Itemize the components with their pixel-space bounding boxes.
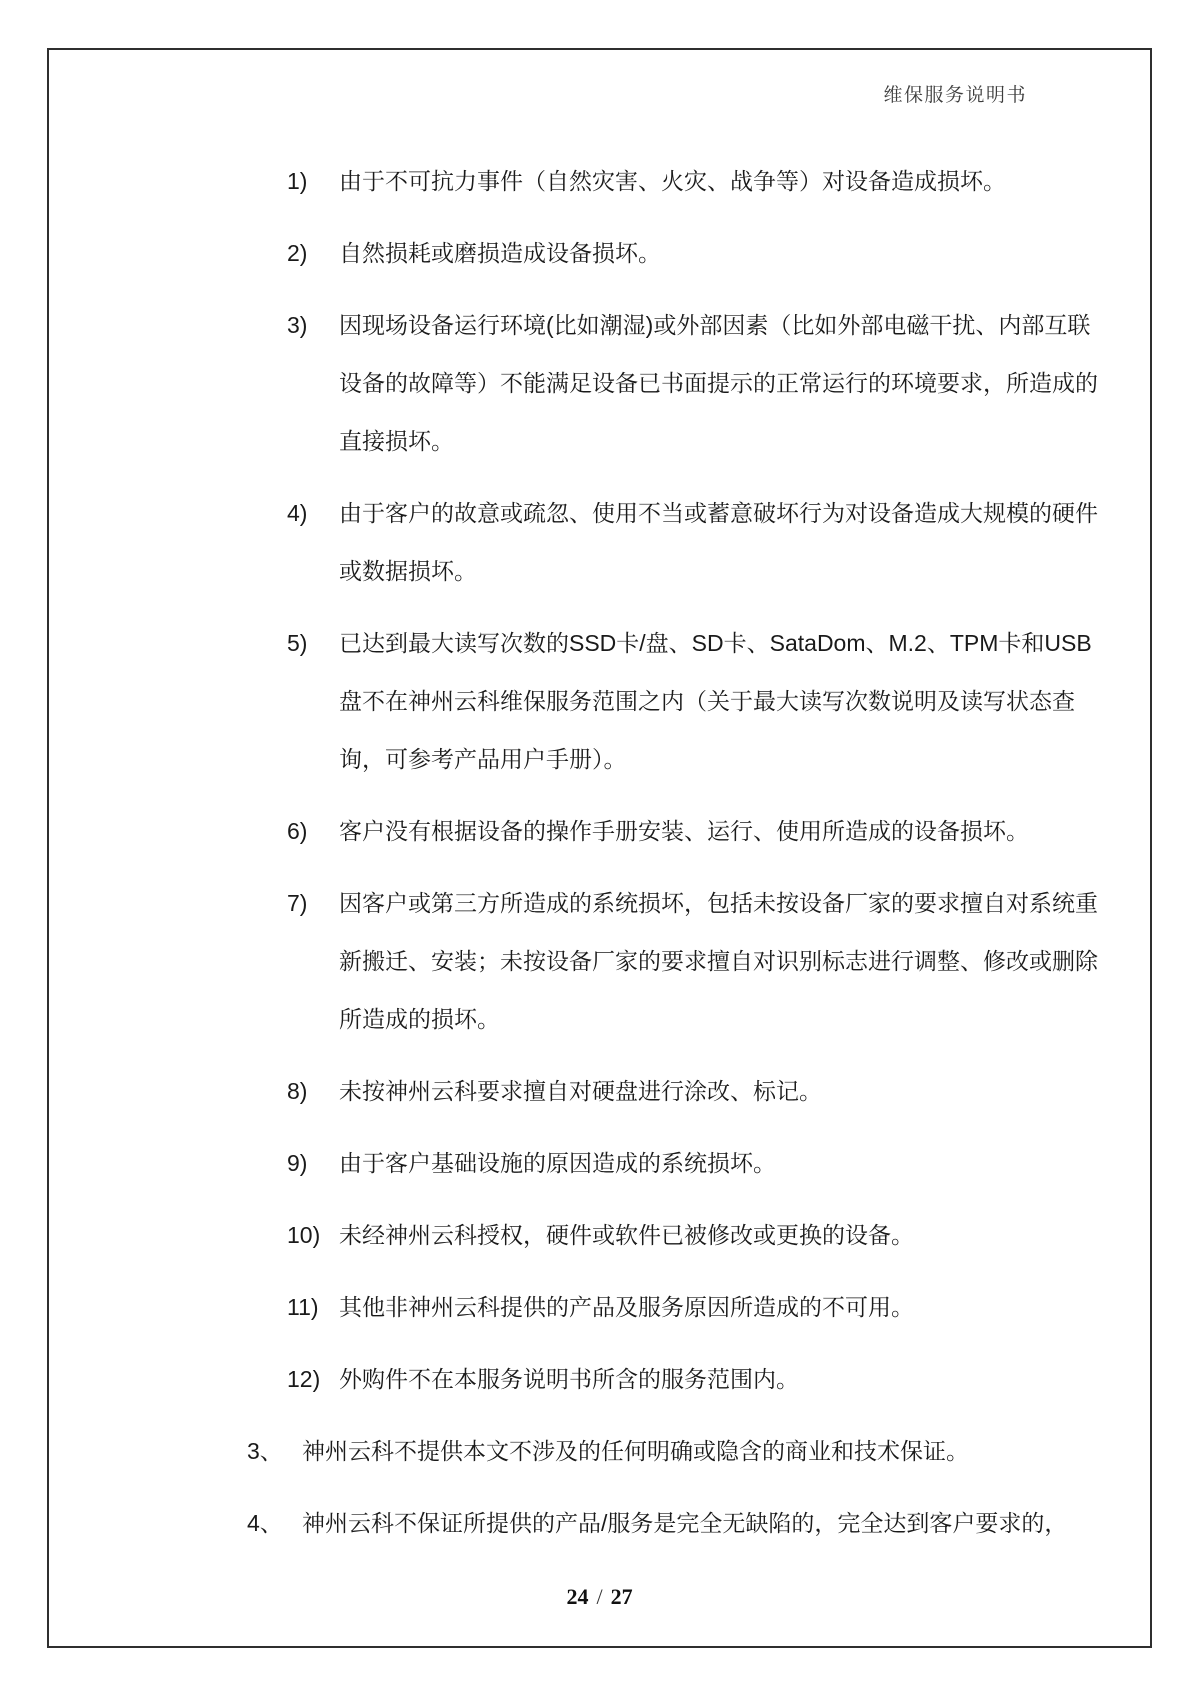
list-item-text: 由于不可抗力事件（自然灾害、火灾、战争等）对设备造成损坏。 — [339, 168, 1006, 194]
list-item — [287, 224, 1102, 282]
list-item — [287, 614, 1102, 788]
list-item-number: 5) — [287, 630, 308, 656]
page-number-separator: / — [596, 1584, 603, 1609]
list-item-number: 9) — [287, 1150, 308, 1176]
list-item-number: 10) — [287, 1222, 321, 1248]
list-item-number: 4) — [287, 500, 308, 526]
list-item-text: 未经神州云科授权，硬件或软件已被修改或更换的设备。 — [339, 1222, 914, 1248]
page-border-frame — [47, 48, 1152, 1648]
list-item — [287, 484, 1102, 600]
list-item — [287, 1350, 1102, 1408]
list-item — [287, 1062, 1102, 1120]
list-item-number: 8) — [287, 1078, 308, 1104]
list-item — [287, 874, 1102, 1048]
list-item — [287, 152, 1102, 210]
list-item-number: 6) — [287, 818, 308, 844]
page-number-total: 27 — [610, 1584, 633, 1609]
list-item-number: 4、 — [247, 1510, 283, 1536]
page-number-current: 24 — [566, 1584, 589, 1609]
list-item-number: 2) — [287, 240, 308, 266]
list-item-number: 12) — [287, 1366, 321, 1392]
list-item-text: 神州云科不保证所提供的产品/服务是完全无缺陷的，完全达到客户要求的， — [302, 1510, 1068, 1536]
list-item — [247, 1422, 1104, 1480]
list-item-number: 7) — [287, 890, 308, 916]
list-item-text: 自然损耗或磨损造成设备损坏。 — [339, 240, 661, 266]
list-item-text: 其他非神州云科提供的产品及服务原因所造成的不可用。 — [339, 1294, 914, 1320]
list-item-text: 因客户或第三方所造成的系统损坏，包括未按设备厂家的要求擅自对系统重新搬迁、安装；未按设备厂家的要求擅自对识别标志进行调整、修改或删除所造成的损坏。 — [339, 890, 1098, 1032]
list-item — [287, 296, 1102, 470]
document-title: 维保服务说明书 — [883, 85, 1027, 106]
clause-list — [49, 1422, 1150, 1552]
list-item — [287, 1206, 1102, 1264]
list-item-number: 11) — [287, 1294, 319, 1320]
list-item-text: 未按神州云科要求擅自对硬盘进行涂改、标记。 — [339, 1078, 822, 1104]
list-item — [287, 1278, 1102, 1336]
list-item-number: 3、 — [247, 1438, 283, 1464]
list-item — [247, 1494, 1104, 1552]
list-item — [287, 802, 1102, 860]
page-header — [883, 84, 1027, 108]
list-item-text: 外购件不在本服务说明书所含的服务范围内。 — [339, 1366, 799, 1392]
exclusion-list — [49, 152, 1150, 1408]
list-item-text: 客户没有根据设备的操作手册安装、运行、使用所造成的设备损坏。 — [339, 818, 1029, 844]
list-item-text: 因现场设备运行环境(比如潮湿)或外部因素（比如外部电磁干扰、内部互联设备的故障等）不能满足设备已书面提示的正常运行的环境要求，所造成的直接损坏。 — [339, 312, 1098, 454]
page-footer — [49, 1583, 1150, 1611]
list-item-number: 1) — [287, 168, 308, 194]
list-item — [287, 1134, 1102, 1192]
list-item-text: 由于客户基础设施的原因造成的系统损坏。 — [339, 1150, 776, 1176]
list-item-text: 已达到最大读写次数的SSD卡/盘、SD卡、SataDom、M.2、TPM卡和USB盘不在神州云科维保服务范围之内（关于最大读写次数说明及读写状态查询，可参考产品用户手册）。 — [339, 630, 1092, 772]
list-item-text: 由于客户的故意或疏忽、使用不当或蓄意破坏行为对设备造成大规模的硬件或数据损坏。 — [339, 500, 1098, 584]
list-item-text: 神州云科不提供本文不涉及的任何明确或隐含的商业和技术保证。 — [302, 1438, 969, 1464]
list-item-number: 3) — [287, 312, 308, 338]
page-content — [49, 152, 1150, 1566]
